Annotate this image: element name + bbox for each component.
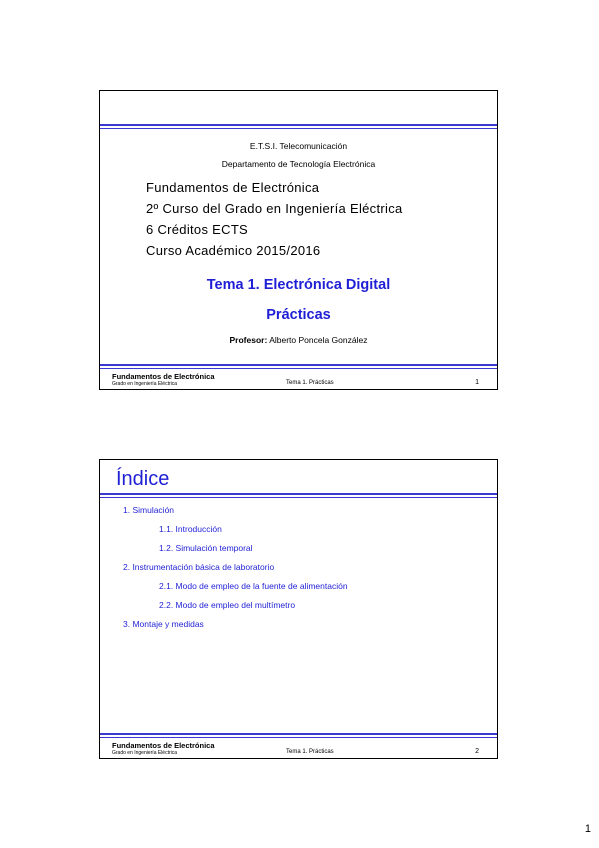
footer-title: Fundamentos de Electrónica <box>112 372 215 381</box>
toc-item-2-1: 2.1. Modo de empleo de la fuente de alimentación <box>159 581 348 591</box>
slide-page-number: 2 <box>475 748 479 755</box>
footer-title: Fundamentos de Electrónica <box>112 741 215 750</box>
toc-item-2: 2. Instrumentación básica de laboratorio <box>123 562 275 572</box>
course-line-4: Curso Académico 2015/2016 <box>146 243 321 258</box>
school-name: E.T.S.I. Telecomunicación <box>249 141 348 151</box>
toc-item-1-1: 1.1. Introducción <box>159 524 222 534</box>
professor-line <box>100 335 497 345</box>
slide-1 <box>99 90 498 390</box>
toc-item-3: 3. Montaje y medidas <box>123 619 204 629</box>
practicas-subtitle: Prácticas <box>266 307 331 323</box>
footer-center: Tema 1. Prácticas <box>286 380 334 386</box>
page-number: 1 <box>584 823 591 835</box>
course-line-1: Fundamentos de Electrónica <box>146 180 320 195</box>
course-line-2: 2º Curso del Grado en Ingeniería Eléctrica <box>146 201 403 216</box>
professor-name: Alberto Poncela González <box>267 335 368 345</box>
footer-rule <box>100 733 497 738</box>
header-rule <box>100 124 497 129</box>
footer-subtitle: Grado en Ingeniería Eléctrica <box>112 750 178 756</box>
toc-item-1: 1. Simulación <box>123 505 175 515</box>
tema-title: Tema 1. Electrónica Digital <box>206 277 391 293</box>
toc-item-2-2: 2.2. Modo de empleo del multímetro <box>159 600 296 610</box>
toc-item-1-2: 1.2. Simulación temporal <box>159 543 253 553</box>
department-name: Departamento de Tecnología Electrónica <box>221 159 376 169</box>
header-rule <box>100 493 497 498</box>
course-line-3: 6 Créditos ECTS <box>146 222 249 237</box>
footer-center: Tema 1. Prácticas <box>286 749 334 755</box>
slide-page-number: 1 <box>475 379 479 386</box>
footer-left <box>112 741 215 756</box>
footer-rule <box>100 364 497 369</box>
slide-2 <box>99 459 498 759</box>
indice-title: Índice <box>116 468 170 490</box>
footer-left <box>112 372 215 387</box>
professor-label: Profesor: <box>229 335 268 345</box>
footer-subtitle: Grado en Ingeniería Eléctrica <box>112 381 178 387</box>
